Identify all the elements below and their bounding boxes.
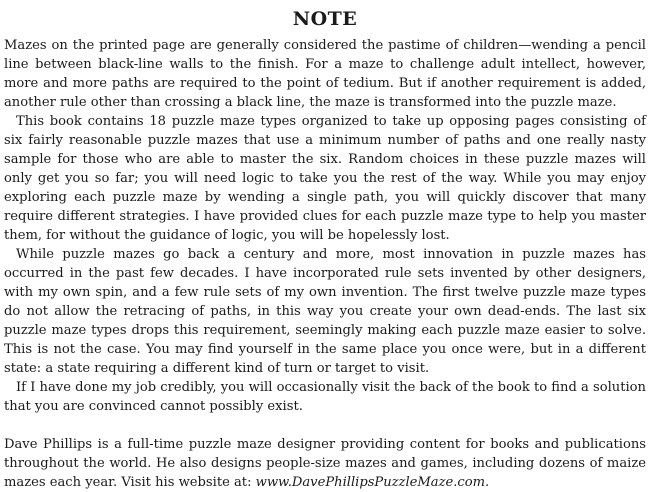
author-bio-text: Dave Phillips is a full-time puzzle maze designer providing content for books and publications throughout the world. He also designs people-size mazes and games, including dozens of maize mazes each year. Visit his website at: [4, 437, 646, 490]
website-link[interactable]: www.DavePhillipsPuzzleMaze.com. [255, 475, 490, 490]
page-title: NOTE [292, 8, 358, 30]
paragraph-solutions: If I have done my job credibly, you will occasionally visit the back of the book to find a solution that you are convinced cannot possibly exist. [4, 380, 646, 414]
paragraph-history: While puzzle mazes go back a century and more, most innovation in puzzle mazes has occurred in the past few decades. I have incorporated rule sets invented by other designers, with my own spin, and a few rule sets of my own invention. The first twelve puzzle maze types do not allow the retracing of paths, in this way you create your own dead-ends. The last six puzzle maze types drops this requirement, seemingly making each puzzle maze easier to solve. This is not the case. You may find yourself in the same place you once were, but in a different state: a state requiring a different kind of turn or target to visit. [4, 247, 646, 376]
paragraph-book-contents: This book contains 18 puzzle maze types organized to take up opposing pages consisting of six fairly reasonable puzzle mazes that use a minimum number of paths and one really nasty sample for those who are able to master the six. Random choices in these puzzle mazes will only get you so far; you will need logic to take you the rest of the way. While you may enjoy exploring each puzzle maze by wending a single path, you will quickly discover that many require different strategies. I have provided clues for each puzzle maze type to help you master them, for without the guidance of logic, you will be hopelessly lost. [4, 114, 646, 243]
author-bio [4, 435, 646, 492]
note-page [4, 8, 646, 492]
paragraph-intro: Mazes on the printed page are generally considered the pastime of children—wending a pencil line between black-line walls to the finish. For a maze to challenge adult intellect, however, more and more paths are required to the point of tedium. But if another requirement is added, another rule other than crossing a black line, the maze is transformed into the puzzle maze. [4, 38, 646, 110]
